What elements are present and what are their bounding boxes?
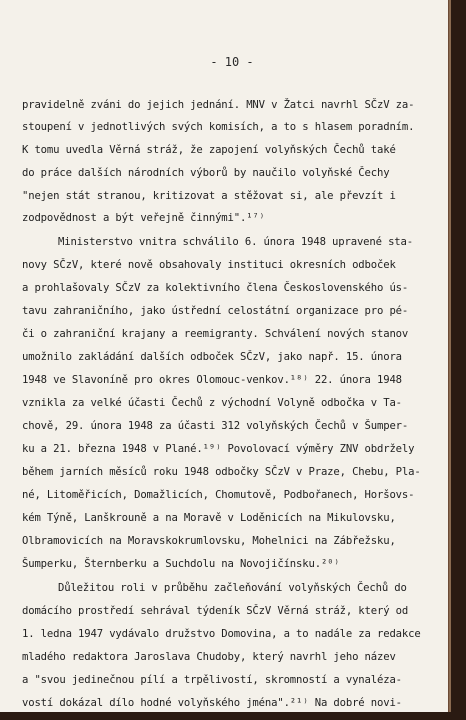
text-line: pravidelně zváni do jejich jednání. MNV v Žatci navrhl SČzV za- [22, 99, 415, 111]
text-line: kém Týně, Lanškrouně a na Moravě v Loděnicích na Mikulovsku, [22, 512, 396, 524]
text-line: novy SČzV, které nově obsahovaly instituci okresních odboček [22, 259, 396, 271]
text-line: stoupení v jednotlivých svých komisích, a to s hlasem poradním. [22, 121, 415, 133]
text-line: během jarních měsíců roku 1948 odbočky SČzV v Praze, Chebu, Pla- [22, 466, 421, 478]
text-line: 1948 ve Slavoníně pro okres Olomouc-venkov.¹⁸⁾ 22. února 1948 [22, 374, 402, 386]
text-line: vostí dokázal dílo hodné volyňského jména".²¹⁾ Na dobré novi- [22, 697, 402, 709]
text-line: vznikla za velké účasti Čechů z východní Volyně odbočka v Ta- [22, 397, 402, 409]
text-line: do práce dalších národních výborů by naučilo volyňské Čechy [22, 167, 390, 179]
text-line: domácího prostředí sehrával týdeník SČzV Věrná stráž, který od [22, 605, 409, 617]
text-line: Ministerstvo vnitra schválilo 6. února 1948 upravené sta- [58, 236, 413, 248]
text-line: mladého redaktora Jaroslava Chudoby, který navrhl jeho název [22, 651, 396, 663]
text-line: či o zahraniční krajany a reemigranty. Schválení nových stanov [22, 328, 409, 340]
text-line: 1. ledna 1947 vydávalo družstvo Domovina, a to nadále za redakce [22, 628, 421, 640]
text-line: a prohlašovaly SČzV za kolektivního člena Československého ús- [22, 282, 409, 294]
text-line: ku a 21. března 1948 v Plané.¹⁹⁾ Povolovací výměry ZNV obdržely [22, 443, 415, 455]
text-line: Olbramovicích na Moravskokrumlovsku, Mohelnici na Zábřežsku, [22, 535, 396, 547]
text-line: K tomu uvedla Věrná stráž, že zapojení volyňských Čechů také [22, 144, 396, 156]
text-line: Důležitou roli v průběhu začleňování volyňských Čechů do [58, 582, 407, 594]
text-line: né, Litoměřicích, Domažlicích, Chomutově, Podbořanech, Horšovs- [22, 489, 415, 501]
text-line: chově, 29. února 1948 za účasti 312 volyňských Čechů v Šumper- [22, 420, 409, 432]
page-number: - 10 - [210, 55, 254, 69]
text-line: "nejen stát stranou, kritizovat a stěžovat si, ale převzít i [22, 190, 396, 202]
text-line: zodpovědnost a být veřejně činnými".¹⁷⁾ [22, 212, 265, 224]
text-line: umožnilo zakládání dalších odboček SČzV, jako např. 15. února [22, 351, 402, 363]
text-line: Šumperku, Šternberku a Suchdolu na Novojičínsku.²⁰⁾ [22, 558, 340, 570]
text-line: a "svou jedinečnou pílí a trpělivostí, skromností a vynaléza- [22, 674, 402, 686]
text-line: tavu zahraničního, jako ústřední celostátní organizace pro pé- [22, 305, 409, 317]
